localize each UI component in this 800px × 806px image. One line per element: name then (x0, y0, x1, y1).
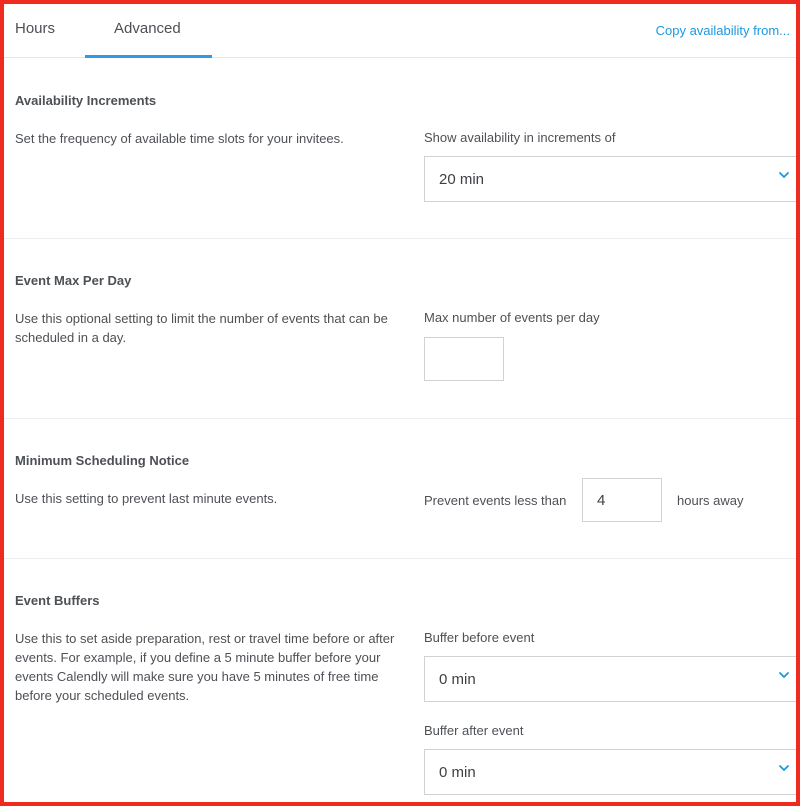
increments-select[interactable] (424, 156, 796, 202)
notice-prefix-label: Prevent events less than (424, 493, 567, 508)
event-buffers-section (4, 559, 796, 802)
advanced-settings-panel (4, 4, 796, 802)
availability-increments-section (4, 59, 796, 239)
notice-suffix-label: hours away (677, 493, 744, 508)
buffer-after-select[interactable] (424, 749, 796, 795)
minimum-scheduling-notice-section (4, 419, 796, 559)
section-description: Use this optional setting to limit the number of events that can be scheduled in a day. (15, 311, 388, 345)
section-description: Use this setting to prevent last minute events. (15, 491, 278, 506)
active-tab-indicator (85, 55, 212, 58)
buffer-before-selected-value: 0 min (439, 671, 476, 688)
increments-field-label: Show availability in increments of (424, 130, 616, 145)
tab-bar (4, 4, 796, 58)
chevron-down-icon (778, 762, 790, 774)
event-max-per-day-section (4, 239, 796, 419)
copy-availability-link[interactable]: Copy availability from... (655, 23, 790, 38)
chevron-down-icon (778, 169, 790, 181)
section-description: Set the frequency of available time slots for your invitees. (15, 131, 344, 146)
tab-advanced[interactable]: Advanced (114, 20, 181, 37)
buffer-after-label: Buffer after event (424, 723, 524, 738)
max-events-field-label: Max number of events per day (424, 310, 600, 325)
max-events-input[interactable] (424, 337, 504, 381)
section-title: Availability Increments (15, 93, 157, 108)
buffer-before-select[interactable] (424, 656, 796, 702)
section-description: Use this to set aside preparation, rest or travel time before or after events. For example, if you define a 5 minute buffer before your events Calendly will make sure you have 5 minutes of free time before your scheduled events. (15, 631, 395, 703)
section-title: Minimum Scheduling Notice (15, 453, 190, 468)
increments-selected-value: 20 min (439, 171, 485, 188)
section-title: Event Buffers (15, 593, 100, 608)
section-title: Event Max Per Day (15, 273, 132, 288)
tab-hours[interactable]: Hours (15, 20, 56, 37)
notice-hours-input[interactable] (582, 478, 662, 522)
chevron-down-icon (778, 669, 790, 681)
buffer-before-label: Buffer before event (424, 630, 535, 645)
buffer-after-selected-value: 0 min (439, 764, 476, 781)
